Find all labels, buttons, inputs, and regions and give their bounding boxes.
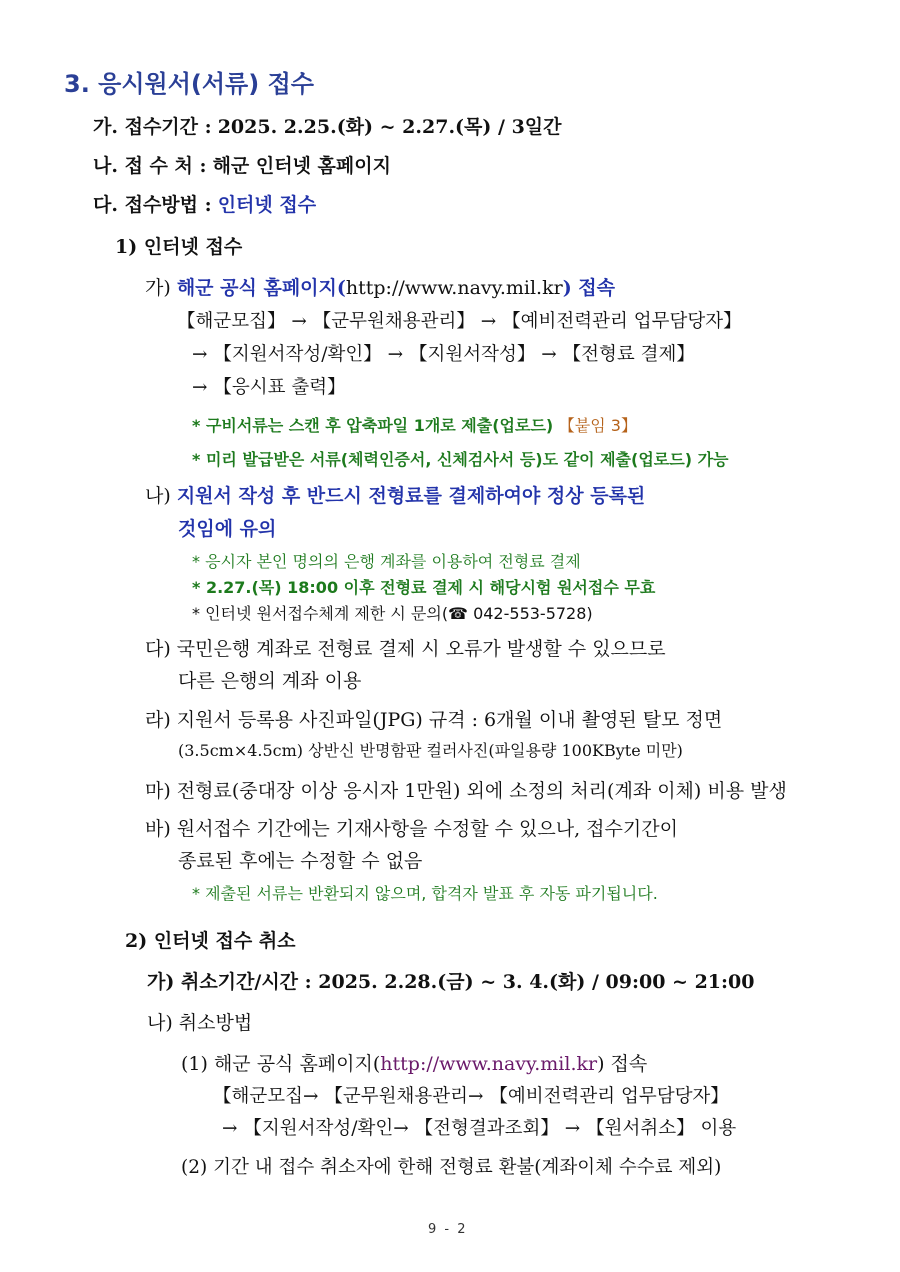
refund-item: (2) 기간 내 접수 취소자에 한해 전형료 환불(계좌이체 수수료 제외) xyxy=(181,1157,722,1178)
note-own-account: * 응시자 본인 명의의 은행 계좌를 이용하여 전형료 결제 xyxy=(192,552,581,571)
cancel-method-heading: 나) 취소방법 xyxy=(147,1012,253,1034)
edit-period-1: 바) 원서접수 기간에는 기재사항을 수정할 수 있으나, 접수기간이 xyxy=(145,818,678,840)
cancel-homepage-url[interactable]: http://www.navy.mil.kr xyxy=(380,1053,598,1075)
kb-bank-warning-1: 다) 국민은행 계좌로 전형료 결제 시 오류가 발생할 수 있으므로 xyxy=(145,638,666,660)
fee-item: 마) 전형료(중대장 이상 응시자 1만원) 외에 소정의 처리(계좌 이체) 비용 발생 xyxy=(145,780,787,802)
reception-place-label: 나. 접 수 처 : xyxy=(93,155,207,177)
payment-required-text-2: 것임에 유의 xyxy=(178,518,277,540)
reception-method xyxy=(93,194,316,217)
photo-spec-1: 라) 지원서 등록용 사진파일(JPG) 규격 : 6개월 이내 촬영된 탈모 정면 xyxy=(145,709,723,731)
homepage-label: 해군 공식 홈페이지( xyxy=(176,277,346,299)
note-documents-disposal: * 제출된 서류는 반환되지 않으며, 합격자 발표 후 자동 파기됩니다. xyxy=(192,884,658,903)
note-scan-upload-text: * 구비서류는 스캔 후 압축파일 1개로 제출(업로드) xyxy=(192,416,554,435)
photo-spec-2: (3.5cm×4.5cm) 상반신 반명함판 컬러사진(파일용량 100KByte 미만) xyxy=(178,741,683,760)
note-scan-upload xyxy=(192,416,637,435)
homepage-access-suffix: ) 접속 xyxy=(562,277,616,299)
cancel-period: 가) 취소기간/시간 : 2025. 2.28.(금) ~ 3. 4.(화) / 09:00 ~ 21:00 xyxy=(147,971,755,993)
homepage-access-item xyxy=(145,277,615,300)
note-contact: * 인터넷 원서접수체계 제한 시 문의(☎ 042-553-5728) xyxy=(192,604,593,623)
attachment-tag: 【붙임 3】 xyxy=(558,416,637,435)
cancel-heading: 2) 인터넷 접수 취소 xyxy=(125,930,296,952)
reception-period-value: 2025. 2.25.(화) ~ 2.27.(목) / 3일간 xyxy=(217,116,562,138)
reception-period xyxy=(93,116,562,139)
payment-required-text-1: 지원서 작성 후 반드시 전형료를 결제하여야 정상 등록된 xyxy=(176,485,646,507)
cancel-homepage-access xyxy=(181,1053,647,1076)
reception-method-value: 인터넷 접수 xyxy=(217,194,317,216)
reception-place-value: 해군 인터넷 홈페이지 xyxy=(212,155,391,177)
menu-path-line-2: → 【지원서작성/확인】 → 【지원서작성】 → 【전형료 결제】 xyxy=(192,344,695,365)
item-marker-na: 나) xyxy=(145,485,171,507)
note-payment-deadline: * 2.27.(목) 18:00 이후 전형료 결제 시 해당시험 원서접수 무효 xyxy=(192,578,656,597)
kb-bank-warning-2: 다른 은행의 계좌 이용 xyxy=(178,670,362,692)
homepage-url[interactable]: http://www.navy.mil.kr xyxy=(345,277,563,299)
item-marker-ga: 가) xyxy=(145,277,171,299)
reception-period-label: 가. 접수기간 : xyxy=(93,116,212,138)
menu-path-line-3: → 【응시표 출력】 xyxy=(192,377,346,398)
payment-required-item xyxy=(145,485,645,508)
note-prior-documents: * 미리 발급받은 서류(체력인증서, 신체검사서 등)도 같이 제출(업로드) 가능 xyxy=(192,450,729,469)
edit-period-2: 종료된 후에는 수정할 수 없음 xyxy=(178,850,423,872)
reception-method-label: 다. 접수방법 : xyxy=(93,194,212,216)
menu-path-line-1: 【해군모집】 → 【군무원채용관리】 → 【예비전력관리 업무담당자】 xyxy=(177,311,742,332)
internet-reception-heading: 1) 인터넷 접수 xyxy=(115,236,243,258)
cancel-path-line-2: → 【지원서작성/확인→ 【전형결과조회】 → 【원서취소】 이용 xyxy=(222,1118,737,1139)
page-number: 9 - 2 xyxy=(428,1222,468,1237)
cancel-homepage-label: (1) 해군 공식 홈페이지( xyxy=(181,1053,381,1075)
cancel-path-line-1: 【해군모집→ 【군무원채용관리→ 【예비전력관리 업무담당자】 xyxy=(213,1086,729,1107)
section-title: 3. 응시원서(서류) 접수 xyxy=(64,70,314,98)
cancel-homepage-suffix: ) 접속 xyxy=(597,1053,648,1075)
reception-place xyxy=(93,155,391,178)
